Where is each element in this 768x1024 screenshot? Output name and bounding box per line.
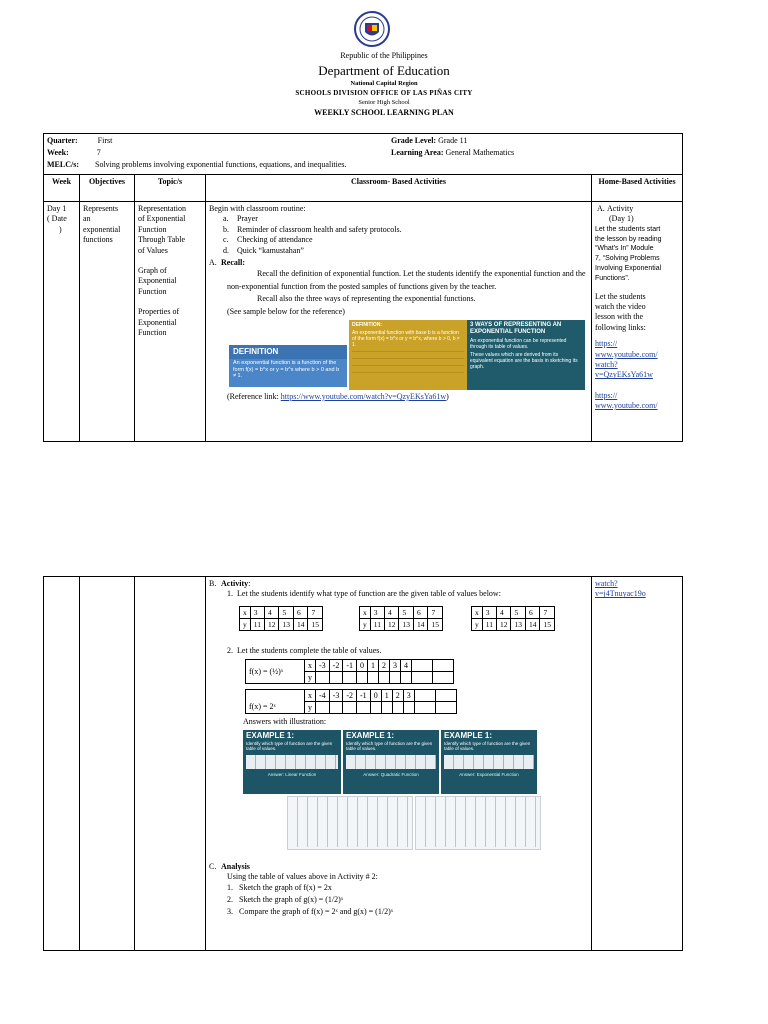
topic-line: Graph of bbox=[138, 265, 167, 275]
topic-line: of Values bbox=[138, 245, 168, 255]
topic-line: Exponential bbox=[138, 317, 177, 327]
col-classroom: Classroom- Based Activities bbox=[206, 175, 592, 202]
complete-tables bbox=[209, 659, 588, 717]
day1-row-continued bbox=[44, 577, 683, 951]
recall-paragraph-2: Recall also the three ways of representing the exponential functions. bbox=[257, 294, 476, 304]
two-table-answer-image bbox=[415, 796, 541, 850]
classroom-cell bbox=[206, 202, 592, 442]
fx-half-label: f(x) = (½)ˣ bbox=[246, 660, 305, 684]
area-label: Learning Area: bbox=[391, 148, 444, 157]
home-instructions: Let the students start the lesson by reading “What's In” Module 7, “Solving Problems Involving Exponential Functions”. bbox=[595, 225, 662, 282]
values-table-2: x 3 4 5 6 7 y 11 12 13 14 15 bbox=[359, 606, 443, 631]
week-cell-cont bbox=[44, 577, 80, 951]
objective-line: exponential bbox=[83, 224, 121, 234]
recall-heading: A. Recall: bbox=[209, 257, 245, 267]
deped-seal bbox=[354, 10, 390, 48]
objective-line: an bbox=[83, 214, 91, 224]
example-linear-image: EXAMPLE 1: Identify which type of function are the given table of values. Answer: Linear Function bbox=[243, 730, 341, 794]
reference-line: (Reference link: https://www.youtube.com/watch?v=QzyEKsYa61w) bbox=[227, 391, 449, 401]
half-table-answer-image bbox=[287, 796, 413, 850]
classroom-cell-cont bbox=[206, 577, 592, 951]
activity-heading: B. Activity: bbox=[209, 579, 251, 588]
recall-paragraph-1: Recall the definition of exponential function. Let the students identify the exponential function and the non-exponential function from the posted samples of functions given by the teacher. bbox=[227, 269, 586, 291]
objectives-cell-cont bbox=[80, 577, 135, 951]
values-table-1: x 3 4 5 6 7 y 11 12 13 14 15 bbox=[239, 606, 323, 631]
home-video-link-1[interactable]: https:// www.youtube.com/ watch? v=QzyEKsYa61w bbox=[595, 339, 658, 380]
routine-item: b. Reminder of classroom health and safety protocols. bbox=[223, 224, 402, 234]
analysis-intro: Using the table of values above in Activity # 2: bbox=[227, 871, 378, 881]
grade-label: Grade Level: bbox=[391, 136, 437, 145]
reference-link[interactable]: https://www.youtube.com/watch?v=QzyEKsYa61w bbox=[280, 391, 447, 401]
header-division: SCHOOLS DIVISION OFFICE OF LAS PIÑAS CITY bbox=[295, 89, 473, 97]
identify-tables bbox=[209, 606, 588, 646]
header-republic: Republic of the Philippines bbox=[340, 51, 428, 60]
example-exponential-image: EXAMPLE 1: Identify which type of function are the given table of values. Answer: Exponential Function bbox=[441, 730, 537, 794]
fx-two-label: f(x) = 2ˣ bbox=[246, 690, 305, 714]
day1-row bbox=[44, 202, 683, 442]
home-activity-heading: A. Activity bbox=[597, 204, 634, 213]
definition-slide-text: An exponential function is a function of the form f(x) = b^x or y = b^x where b > 0 and b ≠ 1. bbox=[233, 360, 340, 380]
plan-table-1 bbox=[43, 133, 683, 442]
col-topics: Topic/s bbox=[135, 175, 206, 202]
col-week: Week bbox=[44, 175, 80, 202]
home-day: (Day 1) bbox=[609, 214, 634, 224]
three-ways-image bbox=[467, 320, 585, 390]
header-region: National Capital Region bbox=[350, 80, 418, 87]
topic-line: Properties of bbox=[138, 307, 180, 317]
routine-item: d. Quick “kamustahan” bbox=[223, 245, 304, 255]
week-cell bbox=[44, 202, 80, 442]
area-value: General Mathematics bbox=[445, 148, 515, 157]
three-ways-item: These values which are derived from its equivalent equation are the basis in sketching its graph. bbox=[470, 352, 578, 371]
week-label: Week: bbox=[47, 148, 69, 157]
quarter-value: First bbox=[97, 136, 113, 145]
topic-2 bbox=[138, 266, 202, 297]
header-doc-title: WEEKLY SCHOOL LEARNING PLAN bbox=[314, 108, 454, 117]
week-date-close: ) bbox=[59, 224, 62, 234]
routine-intro: Begin with classroom routine: bbox=[209, 204, 306, 213]
topics-cell bbox=[135, 202, 206, 442]
info-row bbox=[44, 134, 683, 175]
objective-line: functions bbox=[83, 235, 113, 245]
header-department: Department of Education bbox=[318, 63, 450, 78]
answers-label: Answers with illustration: bbox=[243, 717, 327, 727]
recall-images bbox=[209, 320, 588, 390]
three-ways-item: An exponential function can be represented through its table of values. bbox=[470, 338, 567, 351]
topic-line: of Exponential bbox=[138, 214, 186, 224]
definition-slide-image bbox=[229, 345, 347, 387]
three-ways-title: 3 WAYS OF REPRESENTING AN EXPONENTIAL FUNCTION bbox=[470, 321, 562, 335]
definition-slide-title: DEFINITION bbox=[229, 345, 347, 359]
gold-definition-image bbox=[349, 320, 467, 390]
topic-line: Function bbox=[138, 286, 167, 296]
grade-value: Grade 11 bbox=[438, 136, 468, 145]
week-value: 7 bbox=[96, 148, 101, 157]
values-table-3: x 3 4 5 6 7 y 11 12 13 14 15 bbox=[471, 606, 555, 631]
activity-item-2: 2. Let the students complete the table of values. bbox=[227, 645, 382, 655]
quarter-label: Quarter: bbox=[47, 136, 78, 145]
gold-slide-text: An exponential function with base b is a function of the form f(x) = b^x or y = b^x, where b > 0, b ≠ 1. bbox=[352, 330, 460, 349]
activity-item-1: 1. Let the students identify what type of function are the given table of values below: bbox=[227, 589, 501, 599]
topic-line: Function bbox=[138, 224, 167, 234]
objectives-cell bbox=[80, 202, 135, 442]
topic-3 bbox=[138, 307, 202, 338]
week-date: ( Date bbox=[47, 214, 67, 224]
home-video-link-2-cont[interactable]: watch? v=j4Tnuyac19o bbox=[595, 579, 646, 599]
recall-paragraph-3: (See sample below for the reference) bbox=[227, 306, 345, 316]
example-quadratic-image: EXAMPLE 1: Identify which type of function are the given table of values. Answer: Quadratic Function bbox=[343, 730, 439, 794]
topic-1 bbox=[138, 204, 202, 256]
column-header-row bbox=[44, 175, 683, 202]
topic-line: Function bbox=[138, 327, 167, 337]
fx-half-table: f(x) = (½)ˣ x -3 -2 -1 0 1 2 3 4 y bbox=[245, 659, 454, 684]
topics-cell-cont bbox=[135, 577, 206, 951]
gold-slide-title: DEFINITION: bbox=[352, 321, 382, 328]
col-home: Home-Based Activities bbox=[592, 175, 683, 202]
analysis-list bbox=[209, 882, 588, 918]
col-objectives: Objectives bbox=[80, 175, 135, 202]
analysis-heading: C. Analysis bbox=[209, 861, 250, 871]
home-video-text: Let the students watch the video lesson with the following links: bbox=[595, 291, 646, 332]
home-cell bbox=[592, 202, 683, 442]
routine-item: a. Prayer bbox=[223, 214, 258, 224]
melc-value: Solving problems involving exponential functions, equations, and inequalities. bbox=[95, 160, 347, 169]
home-cell-cont bbox=[592, 577, 683, 951]
analysis-item: 1. Sketch the graph of f(x) = 2x bbox=[227, 883, 332, 893]
topic-line: Through Table bbox=[138, 235, 186, 245]
home-video-link-2[interactable]: https:// www.youtube.com/ bbox=[595, 390, 658, 411]
melc-label: MELC/s: bbox=[47, 160, 79, 169]
topic-line: Exponential bbox=[138, 276, 177, 286]
topic-line: Representation bbox=[138, 204, 186, 213]
answer-illustrations bbox=[209, 728, 588, 854]
analysis-item: 3. Compare the graph of f(x) = 2ˣ and g(x) = (1/2)ˣ bbox=[227, 907, 394, 917]
week-day: Day 1 bbox=[47, 204, 67, 213]
objective-line: Represents bbox=[83, 204, 119, 213]
analysis-item: 2. Sketch the graph of g(x) = (1/2)ˣ bbox=[227, 895, 344, 905]
header-school: Senior High School bbox=[358, 99, 410, 106]
fx-two-table: f(x) = 2ˣ x -4 -3 -2 -1 0 1 2 3 y bbox=[245, 689, 457, 714]
routine-item: c. Checking of attendance bbox=[223, 235, 313, 245]
plan-table-2 bbox=[43, 576, 683, 951]
